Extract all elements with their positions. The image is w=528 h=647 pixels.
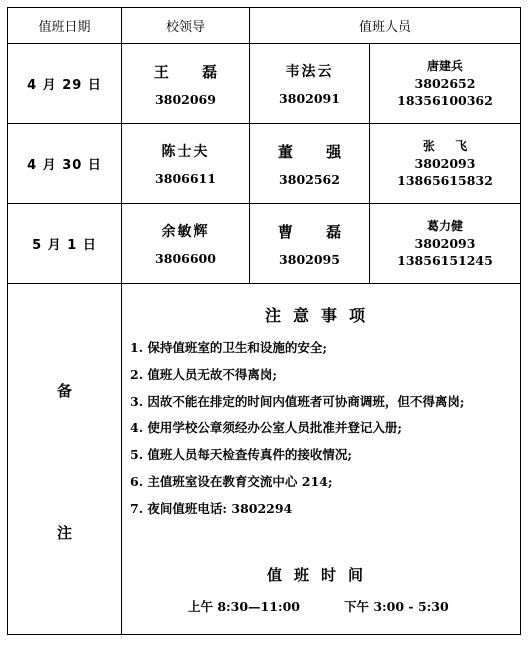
staff-phone: 3802095 (279, 251, 340, 267)
leader-cell (122, 124, 249, 203)
staff-mobile: 18356100362 (397, 93, 493, 108)
note-item: 6. 主值班室设在教育交流中心 214; (130, 474, 333, 489)
staff-cell (250, 204, 369, 283)
staff-cell (370, 44, 520, 123)
table-border-right (520, 7, 521, 635)
leader-cell (122, 44, 249, 123)
staff-phone: 3802562 (279, 171, 340, 187)
duty-morning: 上午 8:30—11:00 (188, 599, 300, 614)
staff-name: 董 强 (277, 142, 356, 161)
staff-phone: 3802091 (279, 91, 340, 106)
staff-phone: 3802652 (414, 76, 476, 91)
note-item: 1. 保持值班室的卫生和设施的安全; (130, 340, 328, 355)
staff-name: 曹 磊 (277, 222, 356, 241)
row-date: 4 月 29 日 (27, 78, 102, 93)
row-date: 5 月 1 日 (32, 238, 97, 253)
duty-time-title: 值班时间 (266, 566, 375, 584)
staff-name: 韦法云 (285, 64, 334, 80)
header-leader: 校领导 (165, 20, 205, 35)
leader-cell (122, 204, 249, 283)
remarks-label-bottom: 注 (56, 524, 72, 542)
staff-phone: 3802093 (414, 156, 476, 171)
note-item: 7. 夜间值班电话: 3802294 (130, 501, 293, 516)
staff-phone: 3802093 (414, 236, 476, 251)
rule-row3 (7, 283, 521, 284)
staff-cell (370, 124, 520, 203)
leader-name: 王 磊 (153, 62, 232, 81)
note-item: 2. 值班人员无故不得离岗; (130, 367, 278, 382)
notes-title: 注意事项 (264, 306, 377, 325)
staff-mobile: 13856151245 (397, 253, 493, 268)
staff-cell (250, 44, 369, 123)
staff-mobile: 13865615832 (397, 173, 493, 188)
header-date: 值班日期 (38, 20, 91, 35)
leader-phone: 3806611 (155, 171, 216, 186)
note-item: 5. 值班人员每天检查传真件的接收情况; (130, 447, 353, 462)
staff-cell (250, 124, 369, 203)
note-item: 4. 使用学校公章须经办公室人员批准并登记入册; (130, 420, 403, 435)
header-staff: 值班人员 (358, 20, 411, 35)
staff-name: 葛力健 (426, 219, 463, 233)
leader-name: 陈士夫 (161, 144, 210, 160)
remarks-label-top: 备 (56, 382, 72, 400)
leader-phone: 3802069 (155, 91, 216, 107)
row-date: 4 月 30 日 (27, 158, 102, 173)
staff-cell (370, 204, 520, 283)
staff-name: 唐建兵 (426, 59, 463, 73)
staff-name: 张 飞 (422, 139, 476, 153)
duty-afternoon: 下午 3:00 - 5:30 (344, 599, 449, 614)
leader-phone: 3806600 (155, 251, 216, 266)
leader-name: 余敏辉 (161, 224, 210, 240)
table-border-bottom (7, 634, 521, 635)
note-item: 3. 因故不能在排定的时间内值班者可协商调班，但不得离岗; (130, 394, 465, 409)
